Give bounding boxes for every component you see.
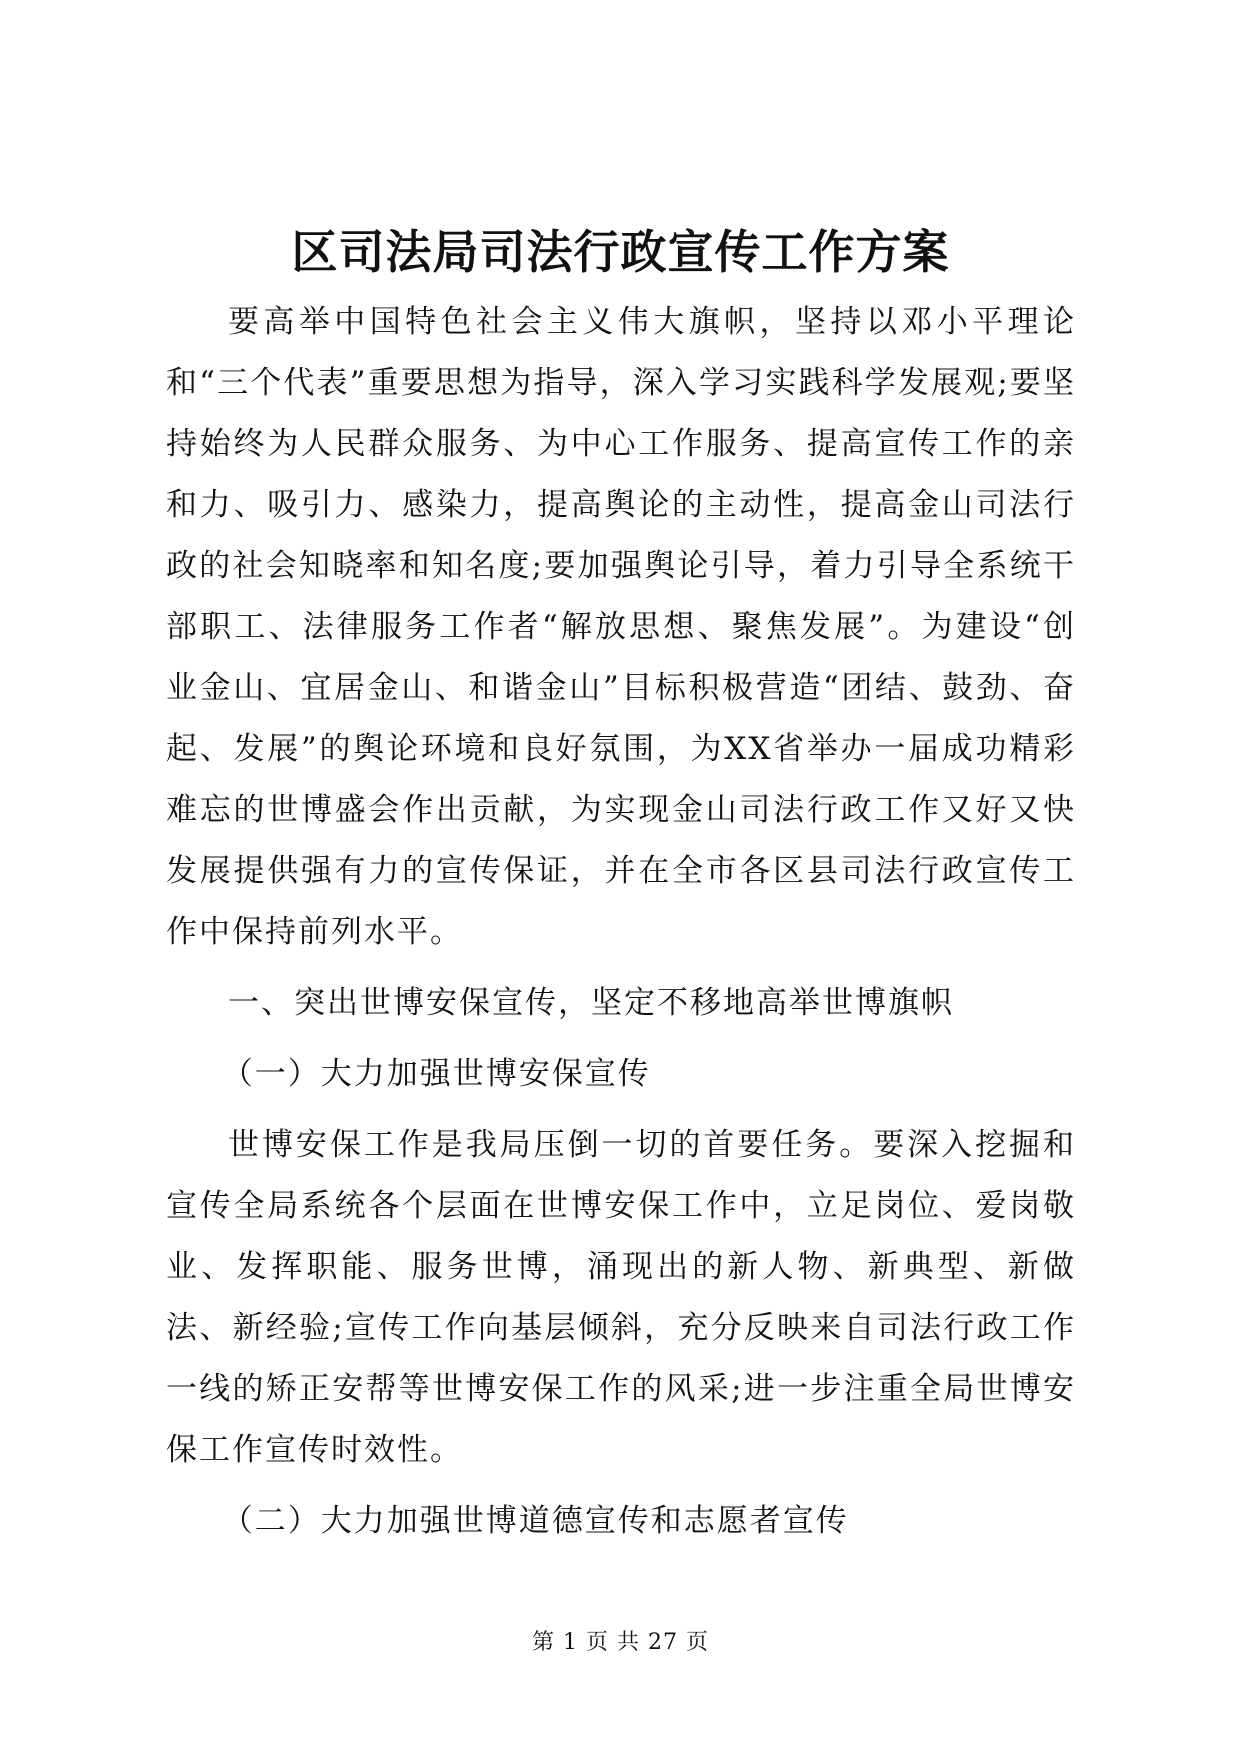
paragraph-gap (166, 1481, 1076, 1491)
document-body (166, 292, 1076, 1552)
subsection-paragraph-1: 世博安保工作是我局压倒一切的首要任务。要深入挖掘和宣传全局系统各个层面在世博安保工作中，立足岗位、爱岗敬业、发挥职能、服务世博，涌现出的新人物、新典型、新做法、新经验;宣传工作向基层倾斜，充分反映来自司法行政工作一线的矫正安帮等世博安保工作的风采;进一步注重全局世博安保工作宣传时效性。 (166, 1127, 1076, 1468)
section-heading-1: 一、突出世博安保宣传，坚定不移地高举世博旗帜 (228, 985, 954, 1021)
paragraph-gap (166, 963, 1076, 973)
document-title: 区司法局司法行政宣传工作方案 (291, 225, 950, 279)
paragraph-gap (166, 1034, 1076, 1044)
page-number-footer: 第 1 页 共 27 页 (532, 1630, 709, 1655)
paragraph-gap (166, 1105, 1076, 1115)
intro-paragraph: 要高举中国特色社会主义伟大旗帜，坚持以邓小平理论和“三个代表”重要思想为指导，深入学习实践科学发展观;要坚持始终为人民群众服务、为中心工作服务、提高宣传工作的亲和力、吸引力、感染力，提高舆论的主动性，提高金山司法行政的社会知晓率和知名度;要加强舆论引导，着力引导全系统干部职工、法律服务工作者“解放思想、聚焦发展”。为建设“创业金山、宜居金山、和谐金山”目标积极营造“团结、鼓劲、奋起、发展”的舆论环境和良好氛围，为XX省举办一届成功精彩难忘的世博盛会作出贡献，为实现金山司法行政工作又好又快发展提供强有力的宣传保证，并在全市各区县司法行政宣传工作中保持前列水平。 (166, 304, 1076, 950)
subsection-heading-2: （二）大力加强世博道德宣传和志愿者宣传 (221, 1503, 849, 1539)
subsection-heading-1: （一）大力加强世博安保宣传 (221, 1056, 651, 1092)
